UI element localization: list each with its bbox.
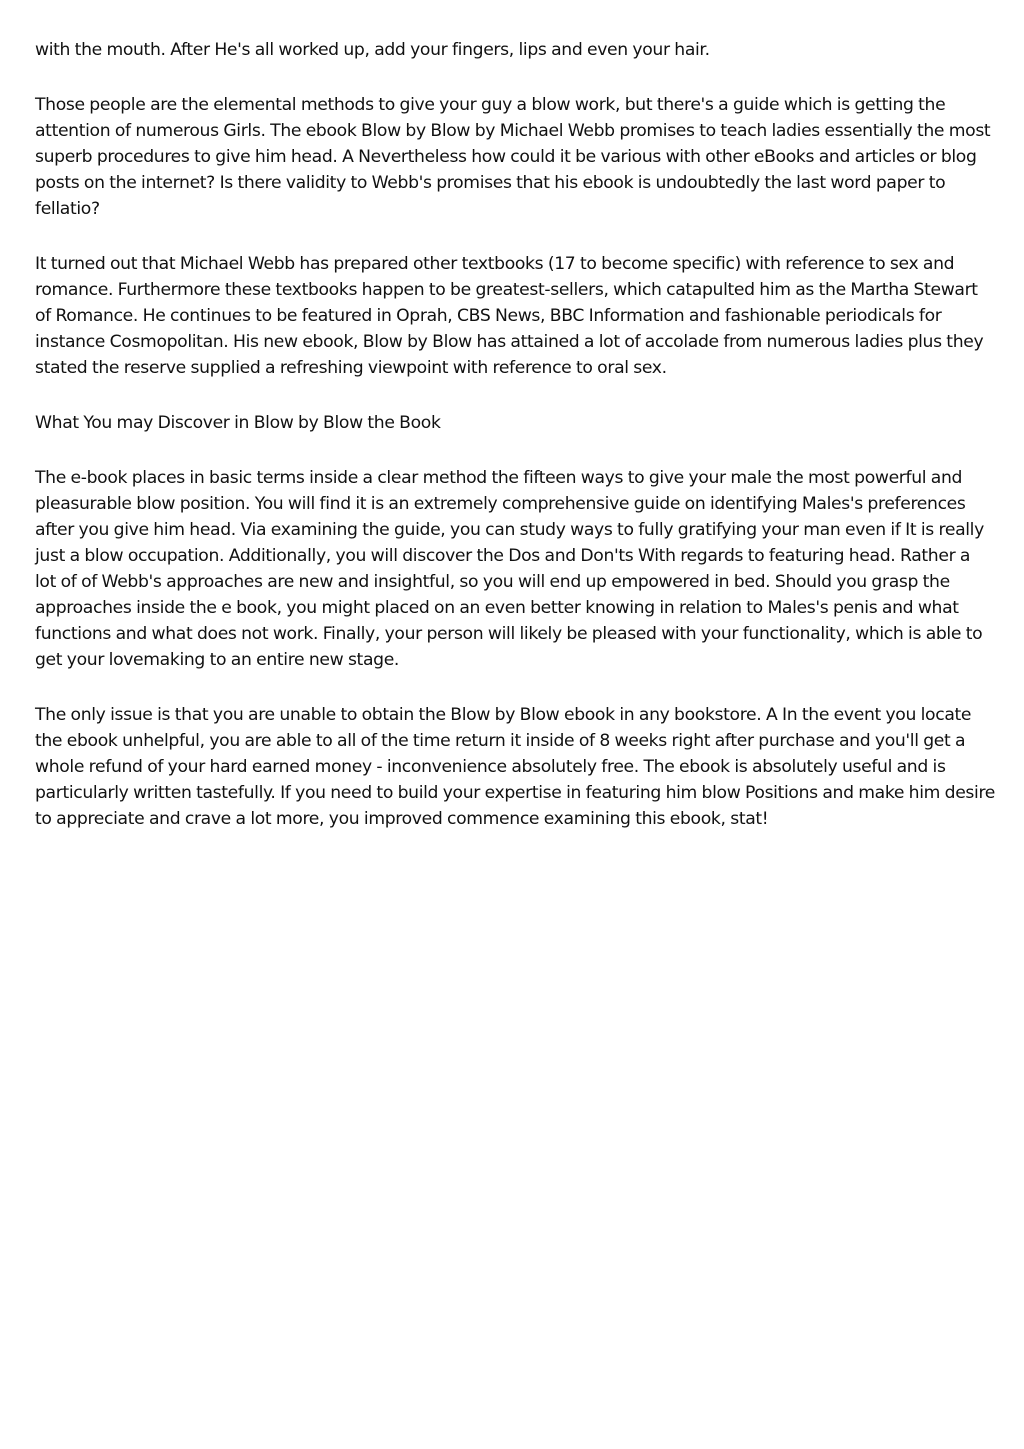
document-page xyxy=(35,37,995,861)
paragraph-continuation: with the mouth. After He's all worked up, add your fingers, lips and even your hair. xyxy=(35,40,710,60)
paragraph-intro: Those people are the elemental methods to give your guy a blow work, but there's a guide which is getting the attention of numerous Girls. The ebook Blow by Blow by Michael Webb promises to teach ladies essentially the most superb procedures to give him head. A Nevertheless how could it be various with other eBooks and articles or blog posts on the internet? Is there validity to Webb's promises that his ebook is undoubtedly the last word paper to fellatio? xyxy=(35,95,991,219)
paragraph-conclusion: The only issue is that you are unable to obtain the Blow by Blow ebook in any bookstore. A In the event you locate the ebook unhelpful, you are able to all of the time return it inside of 8 weeks right after purchase and you'll get a whole refund of your hard earned money - inconvenience absolutely free. The ebook is absolutely useful and is particularly written tastefully. If you need to build your expertise in featuring him blow Positions and make him desire to appreciate and crave a lot more, you improved commence examining this ebook, stat! xyxy=(35,705,996,829)
paragraph-author: It turned out that Michael Webb has prepared other textbooks (17 to become specific) with reference to sex and romance. Furthermore these textbooks happen to be greatest-sellers, which catapulted him as the Martha Stewart of Romance. He continues to be featured in Oprah, CBS News, BBC Information and fashionable periodicals for instance Cosmopolitan. His new ebook, Blow by Blow has attained a lot of accolade from numerous ladies plus they stated the reserve supplied a refreshing viewpoint with reference to oral sex. xyxy=(35,254,984,378)
paragraph-contents: The e-book places in basic terms inside a clear method the fifteen ways to give your male the most powerful and pleasurable blow position. You will find it is an extremely comprehensive guide on identifying Males's preferences after you give him head. Via examining the guide, you can study ways to fully gratifying your man even if It is really just a blow occupation. Additionally, you will discover the Dos and Don'ts With regards to featuring head. Rather a lot of of Webb's approaches are new and insightful, so you will end up empowered in bed. Should you grasp the approaches inside the e book, you might placed on an even better knowing in relation to Males's penis and what functions and what does not work. Finally, your person will likely be pleased with your functionality, which is able to get your lovemaking to an entire new stage. xyxy=(35,468,984,670)
section-heading: What You may Discover in Blow by Blow the Book xyxy=(35,413,441,433)
